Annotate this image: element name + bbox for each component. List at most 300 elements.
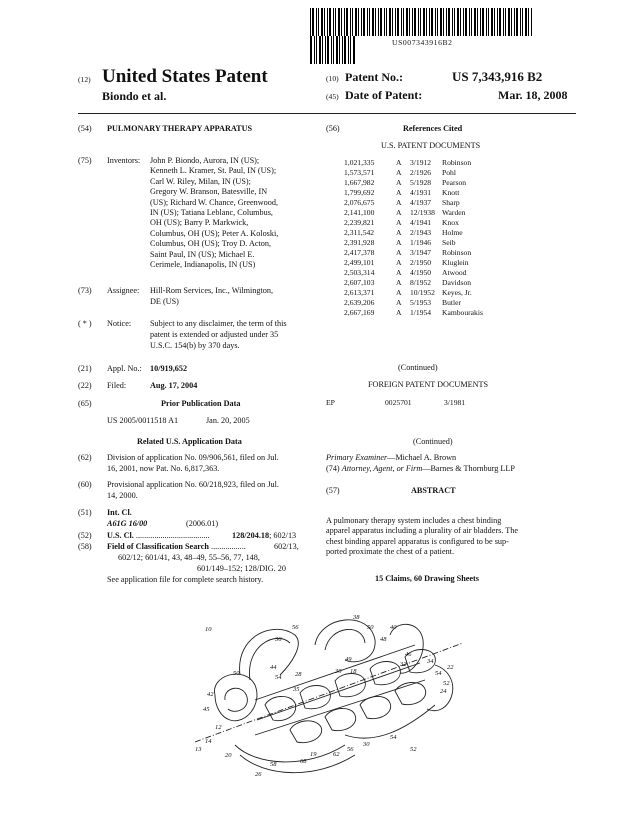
- barcode-bar: [452, 8, 453, 36]
- assignee-line-1: Hill-Rom Services, Inc., Wilmington,: [150, 286, 273, 295]
- barcode-bar: [358, 8, 359, 36]
- code-51: (51): [78, 508, 92, 517]
- reference-name: Keyes, Jr.: [442, 288, 472, 297]
- reference-date: 2/1950: [410, 258, 432, 267]
- code-22: (22): [78, 381, 92, 390]
- reference-number: 1,799,692: [344, 188, 375, 197]
- abstract-line: chest binding apparel apparatus is configured to be sup-: [326, 536, 509, 546]
- inventor-line: IN (US); Tatiana Leblanc, Columbus,: [150, 208, 273, 218]
- reference-kind: A: [396, 208, 402, 217]
- reference-row: [344, 308, 574, 318]
- figure-reference-numeral: 30: [335, 668, 342, 675]
- figure-reference-numeral: 38: [353, 614, 360, 621]
- barcode-bar: [474, 8, 476, 36]
- reference-number: 2,141,100: [344, 208, 375, 217]
- references-heading: References Cited: [403, 124, 463, 133]
- barcode-bar: [488, 8, 489, 36]
- reference-name: Robinson: [442, 158, 472, 167]
- barcode-bar: [463, 8, 464, 36]
- reference-row: [344, 248, 574, 258]
- appl-no-label: Appl. No.:: [107, 364, 142, 373]
- examiner-line: [326, 453, 456, 463]
- figure-reference-numeral: 44: [270, 664, 277, 671]
- reference-date: 2/1926: [410, 168, 432, 177]
- assignee-label: Assignee:: [107, 286, 140, 295]
- reference-number: 2,613,371: [344, 288, 375, 297]
- reference-date: 4/1941: [410, 218, 432, 227]
- code-45: (45): [326, 92, 339, 101]
- barcode-bar: [327, 36, 329, 64]
- code-57: (57): [326, 486, 340, 495]
- figure-reference-numeral: 10: [205, 626, 212, 633]
- barcode-bar: [384, 8, 385, 36]
- code-73: (73): [78, 286, 92, 295]
- reference-number: 2,607,103: [344, 278, 375, 287]
- barcode-bar: [482, 8, 484, 36]
- figure-reference-numeral: 14: [205, 738, 212, 745]
- barcode: [310, 8, 536, 36]
- barcode-bar: [446, 8, 447, 36]
- barcode-bar: [508, 8, 510, 36]
- barcode-bar: [378, 8, 379, 36]
- abstract-line: ported proximate the chest of a patient.: [326, 547, 454, 557]
- inventor-line: Saint Paul, IN (US); Michael E.: [150, 249, 255, 259]
- barcode-bar: [367, 8, 368, 36]
- patent-title: PULMONARY THERAPY APPARATUS: [107, 124, 253, 133]
- barcode-bar: [341, 8, 342, 36]
- inventor-line: John P. Biondo, Aurora, IN (US);: [150, 156, 260, 165]
- reference-row: [344, 168, 574, 178]
- abstract-text: [326, 516, 576, 558]
- reference-row: [344, 178, 574, 188]
- inventor-line: Columbus, OH (US); Troy D. Acton,: [150, 239, 272, 249]
- barcode-bar: [403, 8, 404, 36]
- barcode-bar: [531, 8, 532, 36]
- barcode-bar: [353, 36, 355, 64]
- prior-publication-number: US 2005/0011518 A1: [107, 416, 179, 425]
- reference-kind: A: [396, 298, 402, 307]
- barcode-bar: [375, 8, 376, 36]
- reference-row: [344, 278, 574, 288]
- barcode-bar: [346, 8, 348, 36]
- barcode-bar: [352, 8, 353, 36]
- barcode-bar: [350, 8, 351, 36]
- foreign-country: EP: [326, 398, 335, 407]
- reference-kind: A: [396, 218, 402, 227]
- barcode-bar: [325, 36, 326, 64]
- reference-row: [344, 228, 574, 238]
- barcode-bar: [505, 8, 506, 36]
- figure-reference-numeral: 54: [390, 734, 397, 741]
- code-notice: ( * ): [78, 319, 92, 328]
- barcode-bar: [314, 36, 315, 64]
- foreign-docs-heading: FOREIGN PATENT DOCUMENTS: [368, 380, 489, 389]
- barcode-bar: [338, 8, 340, 36]
- reference-name: Seib: [442, 238, 456, 247]
- barcode-bar: [389, 8, 391, 36]
- barcode-bar: [369, 8, 370, 36]
- reference-kind: A: [396, 308, 402, 317]
- reference-kind: A: [396, 168, 402, 177]
- attorney-line: [326, 464, 515, 474]
- figure-reference-numeral: 58: [270, 761, 277, 768]
- reference-kind: A: [396, 268, 402, 277]
- figure-reference-numeral: 48: [380, 636, 387, 643]
- figure-reference-numeral: 52: [443, 680, 450, 687]
- reference-number: 2,391,928: [344, 238, 375, 247]
- reference-row: [344, 198, 574, 208]
- reference-number: 2,417,378: [344, 248, 375, 257]
- reference-name: Pohl: [442, 168, 456, 177]
- figure-reference-numeral: 68: [300, 758, 307, 765]
- examiner-name: —Michael A. Brown: [387, 453, 457, 462]
- claims-summary: 15 Claims, 60 Drawing Sheets: [375, 574, 479, 583]
- figure-reference-numeral: 40: [390, 624, 397, 631]
- patent-no-label: Patent No.:: [345, 70, 403, 84]
- patent-date: Mar. 18, 2008: [498, 88, 568, 102]
- barcode-bar: [344, 36, 346, 64]
- reference-kind: A: [396, 288, 402, 297]
- barcode-bar: [516, 8, 518, 36]
- us-cl-value-bold: 128/204.18: [232, 531, 270, 540]
- figure-reference-numeral: 56: [347, 746, 354, 753]
- reference-date: 10/1952: [410, 288, 435, 297]
- examiner-label: Primary Examiner: [326, 453, 388, 462]
- figure-reference-numeral: 52: [410, 746, 417, 753]
- field-search-line: [107, 542, 246, 552]
- us-cl-value-rest: ; 602/13: [269, 531, 297, 540]
- barcode-bar: [333, 8, 334, 36]
- assignee-line-2: DE (US): [150, 297, 179, 306]
- barcode-bar: [448, 8, 450, 36]
- reference-name: Knott: [442, 188, 460, 197]
- reference-kind: A: [396, 258, 402, 267]
- barcode-bar: [335, 8, 336, 36]
- foreign-date: 3/1981: [444, 398, 466, 407]
- reference-date: 4/1950: [410, 268, 432, 277]
- reference-kind: A: [396, 198, 402, 207]
- int-cl-date: (2006.01): [186, 519, 219, 528]
- code-52: (52): [78, 531, 92, 540]
- division-line-2: 16, 2001, now Pat. No. 6,817,363.: [107, 464, 220, 473]
- figure-reference-numeral: 26: [255, 771, 262, 778]
- barcode-bar: [355, 8, 357, 36]
- figure-reference-numeral: 30: [363, 741, 370, 748]
- inventor-line: Columbus, OH (US); Peter A. Koloski,: [150, 228, 279, 238]
- reference-name: Butler: [442, 298, 461, 307]
- barcode-bar: [423, 8, 425, 36]
- barcode-bar: [503, 8, 504, 36]
- reference-date: 3/1947: [410, 248, 432, 257]
- date-label: Date of Patent:: [345, 88, 423, 102]
- barcode-bar: [401, 8, 402, 36]
- barcode-bar: [312, 8, 314, 36]
- reference-date: 12/1938: [410, 208, 435, 217]
- code-21: (21): [78, 364, 92, 373]
- barcode-bar: [480, 8, 481, 36]
- us-references-table: [344, 158, 574, 328]
- notice-line-2: patent is extended or adjusted under 35: [150, 330, 279, 339]
- code-65: (65): [78, 399, 92, 408]
- notice-label: Notice:: [107, 319, 132, 328]
- us-cl-dots: ....................................: [133, 531, 210, 540]
- int-cl-class: A61G 16/00: [107, 519, 148, 528]
- reference-row: [344, 238, 574, 248]
- code-75: (75): [78, 156, 92, 165]
- barcode-bar: [414, 8, 416, 36]
- inventor-line: Carl W. Riley, Milan, IN (US);: [150, 176, 251, 186]
- reference-name: Warden: [442, 208, 466, 217]
- reference-kind: A: [396, 188, 402, 197]
- inventors-short: Biondo et al.: [102, 89, 167, 103]
- barcode-bar: [342, 36, 343, 64]
- code-58: (58): [78, 542, 92, 551]
- attorney-name: —Barnes & Thornburg LLP: [422, 464, 515, 473]
- barcode-bar: [443, 8, 444, 36]
- figure-reference-numeral: 45: [203, 706, 210, 713]
- barcode-bar: [392, 8, 393, 36]
- barcode-bar: [522, 8, 523, 36]
- reference-kind: A: [396, 158, 402, 167]
- reference-row: [344, 218, 574, 228]
- barcode-bar: [412, 8, 413, 36]
- barcode-bar: [471, 8, 472, 36]
- reference-row: [344, 268, 574, 278]
- continued-2: (Continued): [413, 437, 453, 446]
- foreign-number: 0025701: [385, 398, 412, 407]
- reference-kind: A: [396, 278, 402, 287]
- barcode-bar: [319, 36, 321, 64]
- barcode-bar: [327, 8, 328, 36]
- barcode-bar: [324, 8, 325, 36]
- reference-number: 2,503,314: [344, 268, 375, 277]
- barcode-bar: [310, 8, 311, 36]
- notice-line-3: U.S.C. 154(b) by 370 days.: [150, 341, 240, 350]
- code-74: (74): [326, 464, 340, 473]
- barcode-bar: [386, 8, 387, 36]
- reference-number: 2,639,206: [344, 298, 375, 307]
- barcode-bar: [339, 36, 340, 64]
- inventor-line: Kenneth L. Kramer, St. Paul, IN (US);: [150, 166, 277, 176]
- figure-reference-numeral: 35: [293, 686, 300, 693]
- inventor-line: Gregory W. Branson, Batesville, IN: [150, 187, 268, 197]
- barcode-bar: [322, 36, 323, 64]
- barcode-bar: [316, 8, 317, 36]
- figure-reference-numeral: 49: [345, 656, 352, 663]
- abstract-line: A pulmonary therapy system includes a chest binding: [326, 516, 502, 525]
- us-docs-heading: U.S. PATENT DOCUMENTS: [381, 141, 481, 150]
- barcode-bar: [435, 8, 436, 36]
- barcode-bar: [316, 36, 317, 64]
- figure-reference-numeral: 32: [400, 661, 407, 668]
- reference-row: [344, 288, 574, 298]
- reference-kind: A: [396, 178, 402, 187]
- code-62: (62): [78, 453, 92, 462]
- provisional-line-2: 14, 2000.: [107, 491, 138, 500]
- barcode-bar: [348, 36, 349, 64]
- reference-number: 1,573,571: [344, 168, 375, 177]
- reference-number: 2,499,101: [344, 258, 375, 267]
- figure-reference-numeral: 13: [195, 746, 202, 753]
- int-cl-label: Int. Cl.: [107, 508, 132, 517]
- barcode-bar: [372, 8, 374, 36]
- reference-row: [344, 158, 574, 168]
- barcode-bar: [460, 8, 461, 36]
- barcode-bar: [310, 36, 312, 64]
- figure-reference-numeral: 54: [435, 670, 442, 677]
- code-12: (12): [78, 75, 91, 84]
- barcode-bar: [477, 8, 478, 36]
- barcode-bar: [431, 8, 433, 36]
- header-rule: [78, 113, 576, 114]
- reference-number: 2,311,542: [344, 228, 375, 237]
- reference-date: 8/1952: [410, 278, 432, 287]
- figure-reference-numeral: 22: [447, 664, 454, 671]
- inventors-list: [150, 156, 320, 270]
- figure-reference-numeral: 34: [427, 658, 434, 665]
- barcode-bar: [361, 8, 362, 36]
- reference-date: 1/1954: [410, 308, 432, 317]
- barcode-bar: [318, 8, 319, 36]
- field-search-line-2: 602/12; 601/41, 43, 48–49, 55–56, 77, 148,: [118, 553, 260, 562]
- barcode-bar: [426, 8, 427, 36]
- reference-row: [344, 298, 574, 308]
- prior-publication-heading: Prior Publication Data: [161, 399, 241, 408]
- barcode-bar: [409, 8, 410, 36]
- reference-kind: A: [396, 248, 402, 257]
- prior-publication-date: Jan. 20, 2005: [206, 416, 250, 425]
- reference-date: 3/1912: [410, 158, 432, 167]
- reference-name: Robinson: [442, 248, 472, 257]
- filed-date: Aug. 17, 2004: [150, 381, 198, 390]
- barcode-bar: [418, 8, 419, 36]
- reference-name: Davidson: [442, 278, 472, 287]
- related-heading: Related U.S. Application Data: [137, 437, 242, 446]
- barcode-bar: [469, 8, 470, 36]
- figure-reference-numeral: 12: [215, 724, 222, 731]
- barcode-bar: [486, 8, 487, 36]
- barcode-bar: [457, 8, 459, 36]
- provisional-line-1: Provisional application No. 60/218,923, filed on Jul.: [107, 480, 279, 489]
- barcode-bar: [395, 8, 396, 36]
- code-60: (60): [78, 480, 92, 489]
- document-type: United States Patent: [102, 66, 268, 87]
- reference-name: Kambourakis: [442, 308, 483, 317]
- figure-reference-numeral: 46: [405, 651, 412, 658]
- reference-date: 5/1928: [410, 178, 432, 187]
- reference-number: 2,076,675: [344, 198, 375, 207]
- reference-name: Sharp: [442, 198, 460, 207]
- reference-date: 4/1937: [410, 198, 432, 207]
- barcode-bar: [420, 8, 421, 36]
- reference-date: 5/1953: [410, 298, 432, 307]
- barcode-bar: [499, 8, 501, 36]
- inventors-label: Inventors:: [107, 156, 141, 165]
- reference-date: 4/1931: [410, 188, 432, 197]
- patent-number: US 7,343,916 B2: [452, 69, 543, 84]
- code-54: (54): [78, 124, 92, 133]
- field-search-line-3: 601/149–152; 128/DIG. 20: [197, 564, 286, 573]
- code-56: (56): [326, 124, 340, 133]
- code-10: (10): [326, 74, 339, 83]
- reference-number: 1,667,982: [344, 178, 375, 187]
- figure-reference-numeral: 50: [367, 624, 374, 631]
- reference-kind: A: [396, 228, 402, 237]
- barcode-bar: [397, 8, 399, 36]
- figure-reference-numeral: 62: [333, 751, 340, 758]
- barcode-bar: [511, 8, 512, 36]
- barcode-bar: [465, 8, 467, 36]
- inventor-line: OH (US); Barry P. Markwick,: [150, 218, 249, 228]
- barcode-bar: [321, 8, 323, 36]
- figure-reference-numeral: 56: [292, 624, 299, 631]
- reference-number: 2,239,821: [344, 218, 375, 227]
- barcode-bar: [440, 8, 442, 36]
- figure-reference-numeral: 24: [440, 688, 447, 695]
- division-line-1: Division of application No. 09/906,561, filed on Jul.: [107, 453, 279, 462]
- inventor-line: (US); Richard W. Chance, Greenwood,: [150, 197, 279, 207]
- us-cl-label: U.S. Cl.: [107, 531, 134, 540]
- appl-no: 10/919,652: [150, 364, 188, 373]
- barcode-bar: [525, 8, 527, 36]
- us-cl-line: [107, 531, 210, 541]
- figure-reference-numeral: 42: [207, 691, 214, 698]
- figure-reference-numeral: 20: [225, 752, 232, 759]
- abstract-heading: ABSTRACT: [411, 486, 456, 495]
- barcode-bar: [350, 36, 351, 64]
- figure-reference-numeral: 19: [310, 751, 317, 758]
- barcode-bar: [344, 8, 345, 36]
- field-search-line-1: 602/13,: [274, 542, 299, 551]
- notice-line-1: Subject to any disclaimer, the term of this: [150, 319, 287, 328]
- reference-name: Pearson: [442, 178, 467, 187]
- barcode-number: US007343916B2: [392, 38, 453, 47]
- barcode-bar: [437, 8, 438, 36]
- barcode-bar: [406, 8, 408, 36]
- us-cl-value: [232, 531, 296, 541]
- barcode-bar: [380, 8, 382, 36]
- inventor-line: Cerimele, Indianapolis, IN (US): [150, 260, 256, 270]
- barcode-bar: [363, 8, 365, 36]
- filed-label: Filed:: [107, 381, 127, 390]
- barcode-bar: [454, 8, 455, 36]
- barcode-bar: [333, 36, 334, 64]
- figure-reference-numeral: 18: [350, 668, 357, 675]
- reference-name: Kluglein: [442, 258, 469, 267]
- patent-drawing: [195, 605, 465, 805]
- barcode-bar: [331, 36, 332, 64]
- figure-reference-numeral: 54: [275, 674, 282, 681]
- reference-row: [344, 188, 574, 198]
- see-application-note: See application file for complete search history.: [107, 575, 264, 584]
- reference-date: 1/1946: [410, 238, 432, 247]
- barcode-bar: [491, 8, 493, 36]
- continued-1: (Continued): [398, 363, 438, 372]
- barcode-bar: [528, 8, 529, 36]
- reference-row: [344, 258, 574, 268]
- barcode-bar: [520, 8, 521, 36]
- figure-reference-numeral: 36: [275, 636, 282, 643]
- reference-number: 1,021,335: [344, 158, 375, 167]
- barcode-bar: [336, 36, 338, 64]
- field-search-label: Field of Classification Search: [107, 542, 209, 551]
- abstract-line: apparel apparatus including a plurality of air bladders. The: [326, 526, 518, 536]
- reference-row: [344, 208, 574, 218]
- reference-name: Knox: [442, 218, 459, 227]
- reference-kind: A: [396, 238, 402, 247]
- reference-name: Holme: [442, 228, 463, 237]
- barcode-bar: [329, 8, 331, 36]
